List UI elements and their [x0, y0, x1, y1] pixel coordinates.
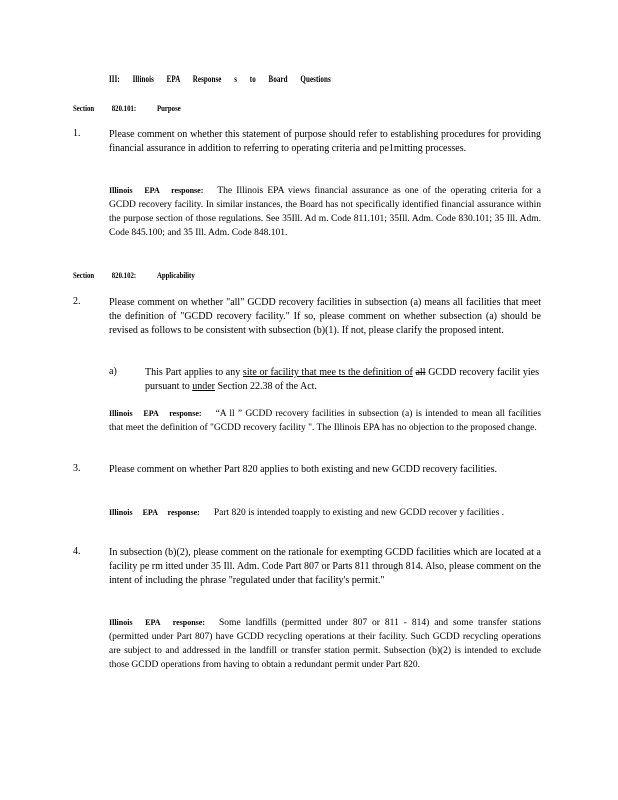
proposed-revision-text — [145, 366, 539, 394]
section-label: Section — [73, 270, 95, 280]
response-label: Illinois EPA response: — [109, 618, 206, 627]
response-text: “A ll ” GCDD recovery facilities in subsection (a) is intended to mean all facilities that meet the definition of "GCDD recovery facility ". The Illinois EPA has no objection to the proposed change. — [109, 409, 542, 433]
item-number: 2. — [73, 296, 81, 307]
response-block — [109, 506, 541, 520]
question-text: Please comment on whether Part 820 applies to both existing and new GCDD recovery facilities. — [109, 464, 497, 475]
section-heading-purpose — [73, 103, 181, 113]
question-text: Please comment on whether "all" GCDD recovery facilities in subsection (a) means all facilities that meet the definition of "GCDD recovery facility." If so, please comment on whether subsection (a) should be revised as follows to be consistent with subsection (b)(1). If not, please clarify the proposed intent. — [109, 297, 541, 336]
revision-part: GCDD recovery facilit yies pursuant to — [145, 367, 540, 392]
response-text: Some landfills (permitted under 807 or 811 - 814) and some transfer stations (permitted under Part 807) have GCDD recycling operations at their facility. Such GCDD recycling operations are subject to and addressed in the landfill or transfer station permit. Subsection (b)(2) is intended to exclude those GCDD operations from having to obtain a redundant permit under Part 820. — [109, 618, 542, 670]
question-text: In subsection (b)(2), please comment on the rationale for exempting GCDD facilities which are located at a facility pe rm itted under 35 Ill. Adm. Code Part 807 or Parts 811 through 814. Also, please comment on the intent of including the phrase "regulated under that facility's permit." — [109, 547, 541, 586]
response-text: The Illinois EPA views financial assurance as one of the operating criteria for a GCDD recovery facility. In similar instances, the Board has not specifically identified financial assurance within the purpose section of those regulations. See 35Ill. Ad m. Code 811.101; 35Ill. Adm. Code 830.101; 35 Ill. Adm. Code 845.100; and 35 Ill. Adm. Code 848.101. — [109, 186, 542, 238]
question-text: Please comment on whether this statement of purpose should refer to establishing procedures for providing financial assurance in addition to referring to operating criteria and pe1mitting processes. — [109, 129, 541, 154]
response-text: Part 820 is intended toapply to existing and new GCDD recover y facilities . — [213, 508, 505, 518]
item-number: 1. — [73, 128, 81, 139]
section-title: Applicability — [156, 270, 195, 280]
section-label: Section — [73, 103, 95, 113]
section-title: Purpose — [156, 103, 181, 113]
revision-deletion: all — [415, 367, 426, 378]
section-number: 820.101: — [111, 103, 137, 113]
document-heading: III: Illinois EPA Response s to Board Questions — [109, 74, 331, 84]
revision-insertion: under — [192, 381, 215, 392]
item-number: 4. — [73, 546, 81, 557]
response-block — [109, 407, 541, 435]
section-number: 820.102: — [111, 270, 137, 280]
response-block — [109, 616, 541, 672]
response-label: Illinois EPA response: — [109, 508, 200, 517]
section-heading-applicability — [73, 270, 195, 280]
subsection-marker: a) — [109, 366, 117, 377]
response-label: Illinois EPA response: — [109, 186, 204, 195]
revision-insertion: site or facility that mee ts the definition of — [242, 367, 413, 378]
revision-part: Section 22.38 of the Act. — [217, 381, 317, 392]
response-label: Illinois EPA response: — [109, 409, 202, 418]
item-number: 3. — [73, 463, 81, 474]
response-block — [109, 184, 541, 240]
revision-part: This Part applies to any — [145, 367, 241, 378]
